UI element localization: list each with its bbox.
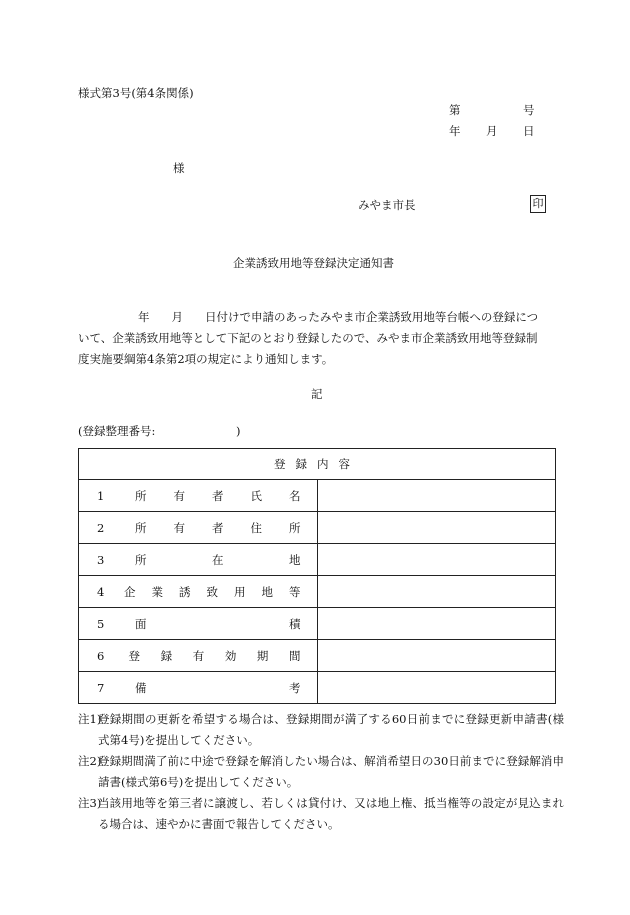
row-label-site: 4 企業誘致用地等 bbox=[79, 576, 318, 608]
table-row bbox=[79, 544, 556, 576]
note-text: 当該用地等を第三者に譲渡し、若しくは貸付け、又は地上権、抵当権等の設定が見込まれる場合は、速やかに書面で報告してください。 bbox=[98, 796, 564, 831]
body-line3: 度実施要綱第4条第2項の規定により通知します。 bbox=[78, 352, 334, 366]
table-header: 登録内容 bbox=[79, 449, 556, 480]
date-day: 日 bbox=[523, 124, 535, 138]
table-row bbox=[79, 608, 556, 640]
table-row bbox=[79, 640, 556, 672]
row-label-owner-name: 1 所有者氏名 bbox=[79, 480, 318, 512]
table-row bbox=[79, 512, 556, 544]
row-value-site bbox=[317, 576, 556, 608]
table-row bbox=[79, 480, 556, 512]
row-label-area: 5 面 積 bbox=[79, 608, 318, 640]
row-label-location: 3 所 在 地 bbox=[79, 544, 318, 576]
doc-number-prefix: 第 bbox=[449, 103, 461, 117]
issuer: みやま市長 bbox=[358, 198, 416, 212]
note-1 bbox=[78, 709, 564, 751]
note-text: 登録期間の更新を希望する場合は、登録期間が満了する60日前までに登録更新申請書(様式第4号)を提出してください。 bbox=[98, 712, 564, 747]
row-value-owner-name bbox=[317, 480, 556, 512]
ki-heading: 記 bbox=[311, 387, 323, 401]
document-title: 企業誘致用地等登録決定通知書 bbox=[233, 256, 394, 270]
date-year: 年 bbox=[449, 124, 461, 138]
notice-body bbox=[78, 307, 560, 370]
body-year: 年 bbox=[138, 310, 150, 324]
row-value-owner-address bbox=[317, 512, 556, 544]
note-2 bbox=[78, 751, 564, 793]
row-value-area bbox=[317, 608, 556, 640]
row-label-validity: 6 登録有効期間 bbox=[79, 640, 318, 672]
row-value-location bbox=[317, 544, 556, 576]
body-line1: 日付けで申請のあったみやま市企業誘致用地等台帳への登録につ bbox=[205, 310, 539, 324]
row-label-owner-address: 2 所有者住所 bbox=[79, 512, 318, 544]
form-number: 様式第3号(第4条関係) bbox=[78, 86, 194, 100]
body-line2: いて、企業誘致用地等として下記のとおり登録したので、みやま市企業誘致用地等登録制 bbox=[78, 331, 538, 345]
table-row bbox=[79, 672, 556, 704]
seal-stamp: 印 bbox=[530, 195, 546, 213]
note-lead: 注3) bbox=[78, 796, 102, 810]
date-month: 月 bbox=[486, 124, 498, 138]
row-value-validity bbox=[317, 640, 556, 672]
registration-number-open: (登録整理番号: bbox=[78, 424, 156, 438]
addressee-honorific: 様 bbox=[173, 161, 185, 175]
note-lead: 注1) bbox=[78, 712, 102, 726]
registration-number-close: ) bbox=[236, 424, 241, 438]
body-month: 月 bbox=[171, 310, 183, 324]
note-lead: 注2) bbox=[78, 754, 102, 768]
note-text: 登録期間満了前に中途で登録を解消したい場合は、解消希望日の30日前までに登録解消申請書(様式第6号)を提出してください。 bbox=[98, 754, 564, 789]
row-value-remarks bbox=[317, 672, 556, 704]
note-3 bbox=[78, 793, 564, 835]
table-row bbox=[79, 576, 556, 608]
doc-number-suffix: 号 bbox=[523, 103, 535, 117]
row-label-remarks: 7 備 考 bbox=[79, 672, 318, 704]
registration-table bbox=[78, 448, 556, 704]
